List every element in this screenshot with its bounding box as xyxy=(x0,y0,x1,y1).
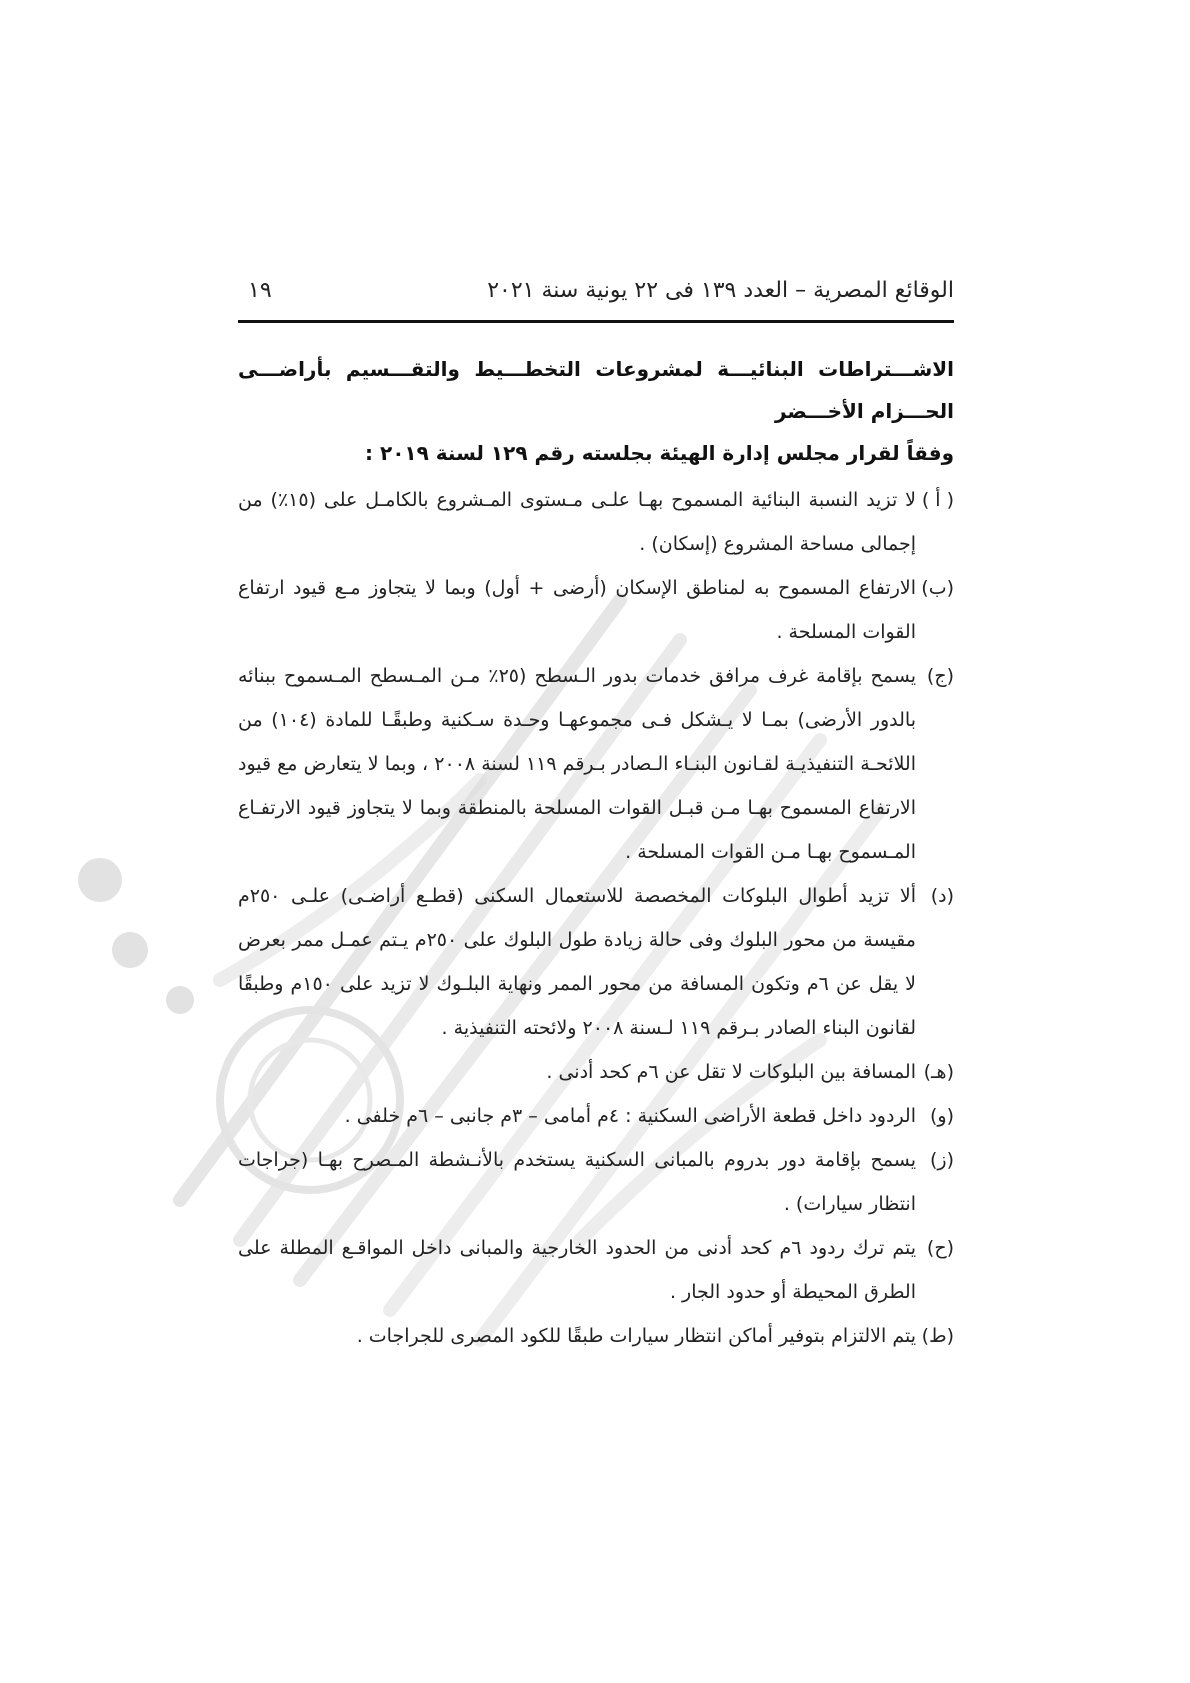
clause-item xyxy=(238,566,954,654)
clause-text: يسمح بإقامة غرف مرافق خدمات بدور الـسطح (٢٥٪ مـن المـسطح المـسموح ببنائه بالدور الأرضى) بمـا لا يـشكل فـى مجموعهـا وحـدة سـكنية وطبقًـا للمادة (١٠٤) من اللائحـة التنفيذيـة لقـانون البنـاء الـصادر بـرقم ١١٩ لسنة ٢٠٠٨ ، وبما لا يتعارض مع قيود الارتفاع المسموح بهـا مـن قبـل القوات المسلحة بالمنطقة وبما لا يتجاوز قيود الارتفـاع المـسموح بهـا مـن القوات المسلحة . xyxy=(238,665,917,863)
clause-marker: (ط) xyxy=(921,1325,954,1347)
clause-text: يتم ترك ردود ٦م كحد أدنى من الحدود الخارجية والمبانى داخل المواقـع المطلة على الطرق المحيطة أو حدود الجار . xyxy=(238,1237,916,1303)
clause-item xyxy=(238,1050,954,1094)
clause-marker: (ج) xyxy=(926,665,954,687)
clause-marker: ( أ ) xyxy=(921,489,954,511)
clause-list xyxy=(238,478,954,1358)
clause-marker: (ح) xyxy=(926,1237,954,1259)
heading-line-2: وفقاً لقرار مجلس إدارة الهيئة بجلسته رقم ١٢٩ لسنة ٢٠١٩ : xyxy=(365,441,954,465)
document-body xyxy=(238,348,954,1358)
clause-text: الارتفاع المسموح به لمناطق الإسكان (أرضى + أول) وبما لا يتجاوز مـع قيود ارتفاع القوات المسلحة . xyxy=(238,577,916,643)
clause-text: المسافة بين البلوكات لا تقل عن ٦م كحد أدنى . xyxy=(546,1061,916,1083)
clause-item xyxy=(238,1314,954,1358)
clause-text: لا تزيد النسبة البنائية المسموح بهـا علـى مـستوى المـشروع بالكامـل على (١٥٪) من إجمالى مساحة المشروع (إسكان) . xyxy=(238,489,916,555)
clause-text: يتم الالتزام بتوفير أماكن انتظار سيارات طبقًا للكود المصرى للجراجات . xyxy=(356,1325,916,1347)
heading-line-1: الاشـــتراطات البنائيـــة لمشروعات التخطـــيط والتقـــسيم بأراضـــى الحـــزام الأخـــضر xyxy=(238,357,954,423)
clause-item xyxy=(238,1094,954,1138)
clause-marker: (ز) xyxy=(929,1149,954,1171)
clause-text: يسمح بإقامة دور بدروم بالمبانى السكنية يستخدم بالأنـشطة المـصرح بهـا (جراجات انتظار سيارات) . xyxy=(238,1149,916,1215)
header-divider xyxy=(238,320,954,323)
clause-item xyxy=(238,874,954,1050)
clause-item xyxy=(238,654,954,874)
clause-item xyxy=(238,478,954,566)
clause-item xyxy=(238,1226,954,1314)
clause-text: ألا تزيد أطوال البلوكات المخصصة للاستعمال السكنى (قطـع أراضـى) علـى ٢٥٠م مقيسة من محور البلوك وفى حالة زيادة طول البلوك على ٢٥٠م يـتم عمـل ممر بعرض لا يقل عن ٦م وتكون المسافة من محور الممر ونهاية البلـوك لا تزيد على ١٥٠م وطبقًا لقانون البناء الصادر بـرقم ١١٩ لـسنة ٢٠٠٨ ولائحته التنفيذية . xyxy=(238,885,917,1039)
clause-marker: (د) xyxy=(930,885,954,907)
clause-marker: (و) xyxy=(929,1105,954,1127)
page-header xyxy=(238,270,954,320)
clause-marker: (هـ) xyxy=(923,1061,954,1083)
clause-text: الردود داخل قطعة الأراضى السكنية : ٤م أمامى – ٣م جانبى – ٦م خلفى . xyxy=(344,1105,916,1127)
page-number: ١٩ xyxy=(248,278,272,303)
header-title: الوقائع المصرية – العدد ١٣٩ فى ٢٢ يونية سنة ٢٠٢١ xyxy=(487,278,954,303)
clause-marker: (ب) xyxy=(921,577,954,599)
clause-item xyxy=(238,1138,954,1226)
